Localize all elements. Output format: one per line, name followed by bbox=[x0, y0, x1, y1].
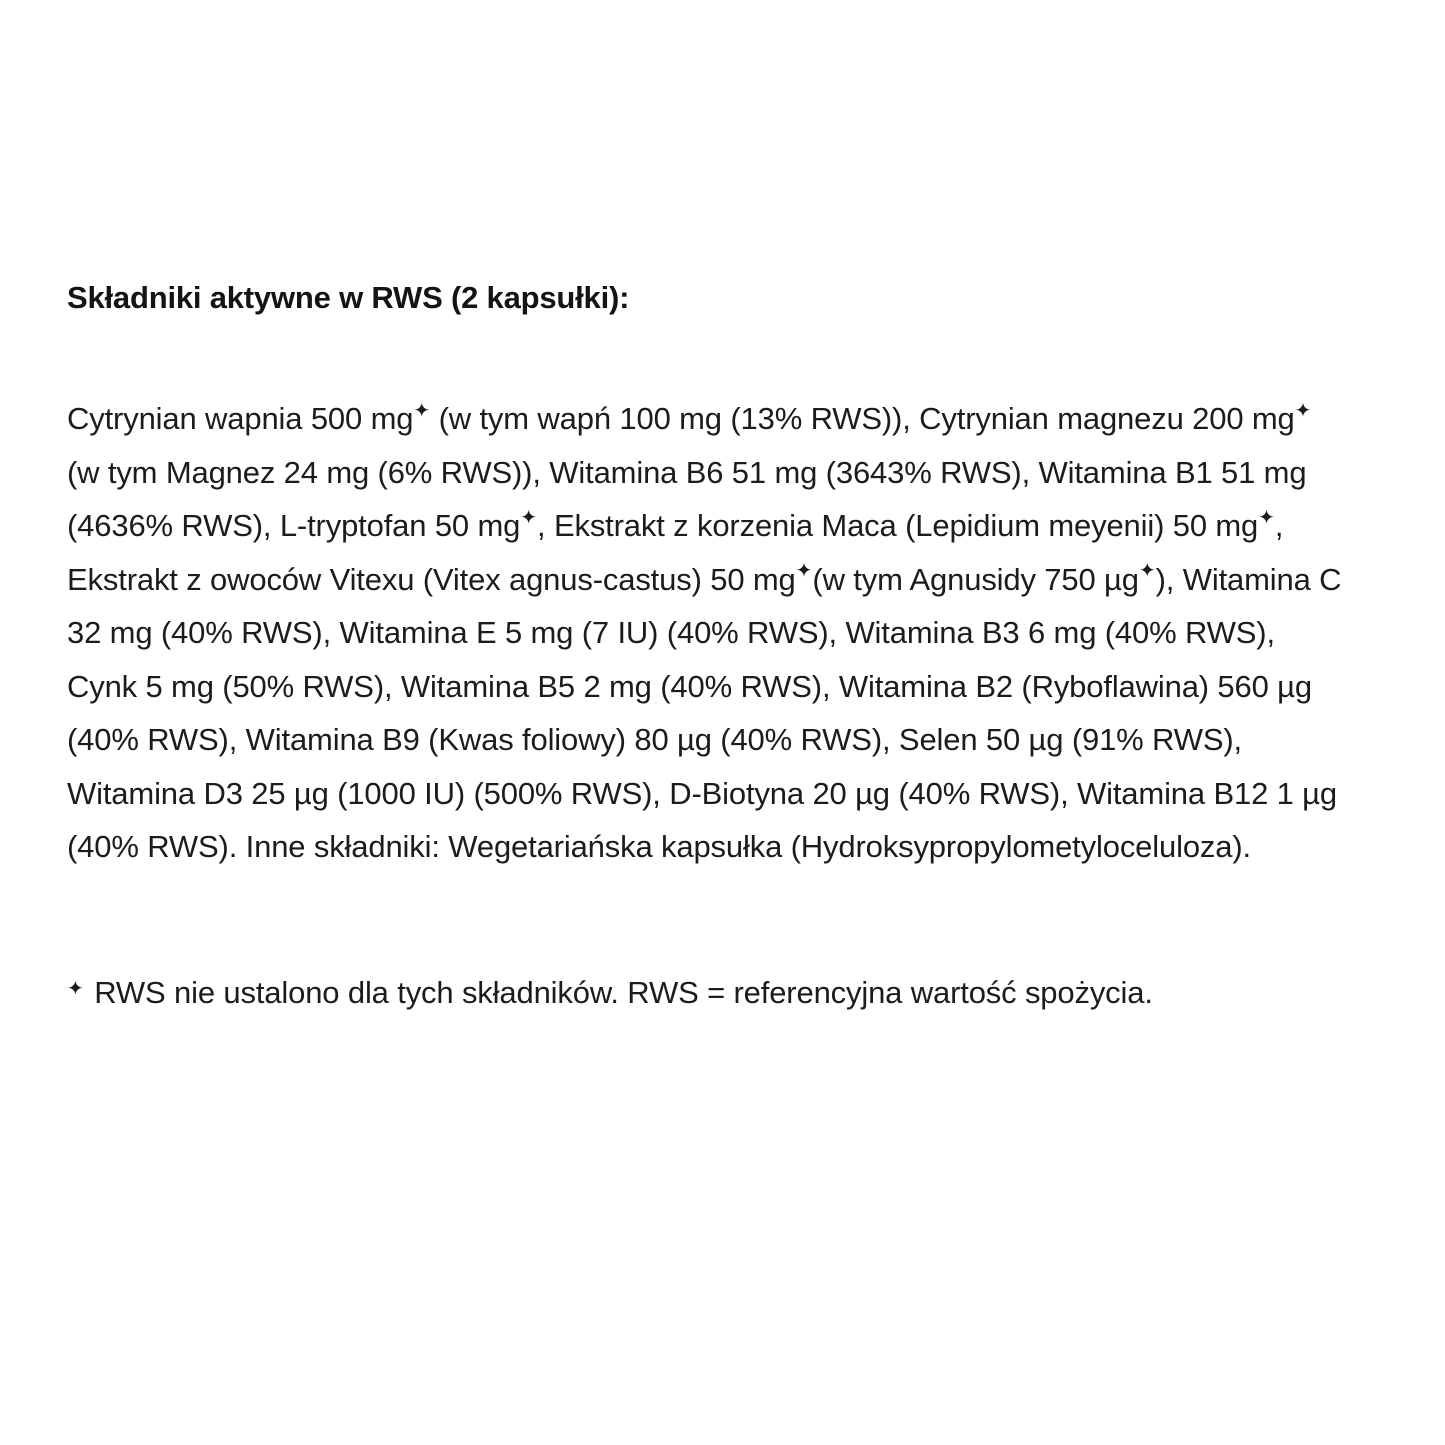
body-footnote-spacer bbox=[67, 874, 1352, 971]
ingredient-segment: (w tym wapń 100 mg (13% RWS)), Cytrynian magnezu 200 mg bbox=[430, 401, 1295, 436]
ingredients-paragraph: Cytrynian wapnia 500 mg✦ (w tym wapń 100 mg (13% RWS)), Cytrynian magnezu 200 mg✦ (w tym Magnez 24 mg (6% RWS)), Witamina B6 51 mg (3643% RWS), Witamina B1 51 mg (4636% RWS), L-tryptofan 50 mg✦, Ekstrakt z korzenia Maca (Lepidium meyenii) 50 mg✦, Ekstrakt z owoców Vitexu (Vitex agnus-castus) 50 mg✦(w tym Agnusidy 750 µg✦), Witamina C 32 mg (40% RWS), Witamina E 5 mg (7 IU) (40% RWS), Witamina B3 6 mg (40% RWS), Cynk 5 mg (50% RWS), Witamina B5 2 mg (40% RWS), Witamina B2 (Ryboflawina) 560 µg (40% RWS), Witamina B9 (Kwas foliowy) 80 µg (40% RWS), Selen 50 µg (91% RWS), Witamina D3 25 µg (1000 IU) (500% RWS), D-Biotyna 20 µg (40% RWS), Witamina B12 1 µg (40% RWS). Inne składniki: Wegetariańska kapsułka (Hydroksypropylometyloceluloza). bbox=[67, 397, 1342, 864]
footnote-text: RWS nie ustalono dla tych składników. RWS = referencyjna wartość spożycia. bbox=[85, 974, 1153, 1010]
ingredient-segment: (w tym Agnusidy 750 µg bbox=[812, 561, 1139, 597]
rws-footnote: ✦ RWS nie ustalono dla tych składników. RWS = referencyjna wartość spożycia. bbox=[67, 974, 1153, 1010]
ingredient-segment: (w tym Magnez 24 mg (6% RWS)), Witamina B6 51 mg (3643% RWS), Witamina B1 51 mg (4636% RWS), L-tryptofan 50 mg bbox=[67, 454, 1307, 543]
ingredient-segment: ), Witamina C 32 mg (40% RWS), Witamina E 5 mg (7 IU) (40% RWS), Witamina B3 6 mg (40% RWS), Cynk 5 mg (50% RWS), Witamina B5 2 mg (40% RWS), Witamina B2 (Ryboflawina) 560 µg (40% RWS), Witamina B9 (Kwas foliowy) 80 µg (40% RWS), Selen 50 µg (91% RWS), Witamina D3 25 µg (1000 IU) (500% RWS), D-Biotyna 20 µg (40% RWS), Witamina B12 1 µg (40% RWS). Inne składniki: Wegetariańska kapsułka (Hydroksypropylometyloceluloza). bbox=[67, 561, 1342, 864]
ingredient-segment: , Ekstrakt z korzenia Maca (Lepidium meyenii) 50 mg bbox=[537, 508, 1259, 543]
content-block bbox=[67, 278, 1352, 1015]
ingredient-segment: , Ekstrakt z owoców Vitexu (Vitex agnus-castus) 50 mg bbox=[67, 508, 1284, 597]
page-title: Składniki aktywne w RWS (2 kapsułki): bbox=[67, 280, 630, 315]
heading-body-spacer bbox=[67, 318, 1352, 392]
ingredient-segment: Cytrynian wapnia 500 mg bbox=[67, 401, 414, 436]
